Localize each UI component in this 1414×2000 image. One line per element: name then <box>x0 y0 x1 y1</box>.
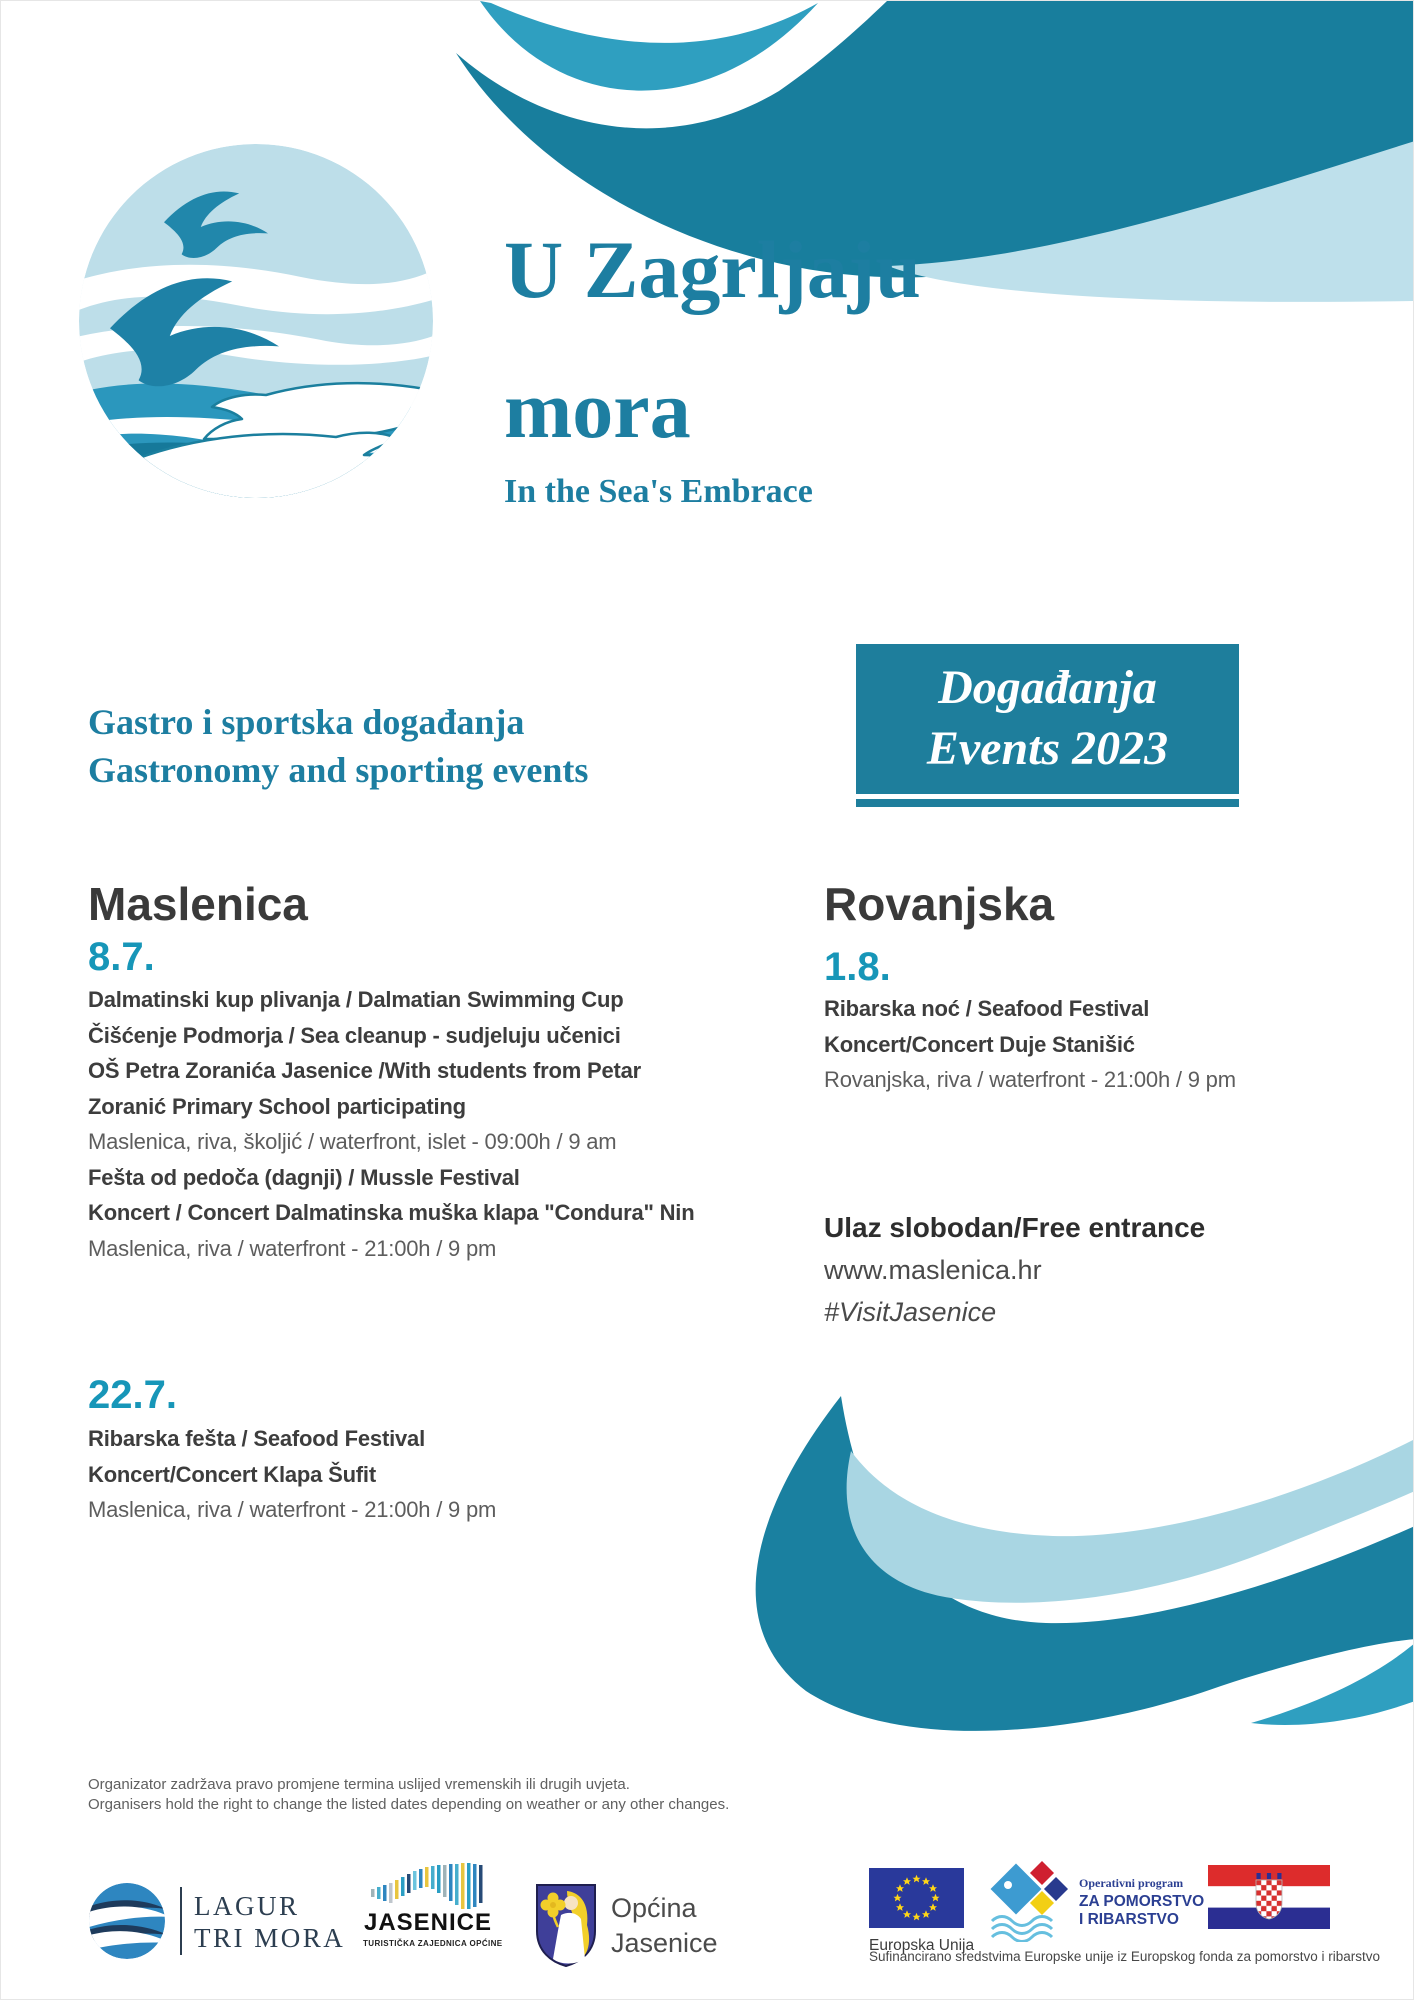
disclaimer-hr: Organizator zadržava pravo promjene termina uslijed vremenskih ili drugih uvjeta. <box>88 1776 630 1793</box>
section-heading-maslenica: Maslenica <box>88 878 308 930</box>
title-line-2: mora <box>504 364 691 455</box>
tagline-hr: Gastro i sportska događanja <box>88 702 525 742</box>
info-block <box>824 1207 1205 1333</box>
lagur-name-line-1: LAGUR <box>194 1891 300 1921</box>
events-badge-line-hr: Događanja <box>938 661 1157 715</box>
disclaimer-en: Organisers hold the right to change the listed dates depending on weather or any other changes. <box>88 1796 730 1813</box>
eu-flag <box>869 1868 964 1928</box>
title-subtitle: In the Sea's Embrace <box>504 473 813 510</box>
jasenice-subtitle: TURISTIČKA ZAJEDNICA OPĆINE <box>363 1939 503 1948</box>
lagur-name-line-2: TRI MORA <box>194 1923 346 1953</box>
events-badge-box <box>856 644 1239 794</box>
wave-medium-band <box>480 1 818 91</box>
poster-title <box>504 224 921 511</box>
event-line: Zoranić Primary School participating <box>88 1093 466 1119</box>
event-list-22-7 <box>88 1421 496 1528</box>
disclaimer <box>88 1775 729 1815</box>
event-line: Čišćenje Podmorja / Sea cleanup - sudjeluju učenici <box>88 1022 621 1048</box>
event-line: Rovanjska, riva / waterfront - 21:00h / 9 pm <box>824 1067 1236 1092</box>
program-title: Operativni program <box>1079 1876 1184 1890</box>
fish-diamonds-icon <box>991 1861 1068 1915</box>
bottom-wave-decoration <box>591 1391 1414 1741</box>
event-line: Koncert / Concert Dalmatinska muška klapa "Condura" Nin <box>88 1200 695 1225</box>
funding-note: Sufinancirano sredstvima Europske unije iz Europskog fonda za pomorstvo i ribarstvo <box>869 1949 1381 1964</box>
jasenice-name: JASENICE <box>363 1909 493 1936</box>
croatia-flag <box>1208 1865 1330 1929</box>
event-line: Ribarska fešta / Seafood Festival <box>88 1426 425 1451</box>
eu-flag-block <box>869 1868 974 1955</box>
events-badge-line-en: Events 2023 <box>926 722 1169 775</box>
event-line: Ribarska noć / Seafood Festival <box>824 996 1150 1021</box>
event-line: Maslenica, riva / waterfront - 21:00h / 9 pm <box>88 1235 497 1261</box>
event-list-1-8 <box>824 991 1236 1098</box>
jasenice-arch-graphic <box>369 1863 487 1909</box>
events-badge <box>856 644 1239 807</box>
opcina-jasenice-coat-of-arms <box>531 1879 601 1969</box>
program-line-3: I RIBARSTVO <box>1079 1911 1179 1928</box>
event-line: Dalmatinski kup plivanja / Dalmatian Swimming Cup <box>88 987 624 1012</box>
title-line-1: U Zagrljaju <box>504 224 921 315</box>
event-line: Koncert/Concert Duje Stanišić <box>824 1031 1135 1057</box>
hashtag: #VisitJasenice <box>824 1297 997 1327</box>
event-line: Maslenica, riva / waterfront - 21:00h / 9 pm <box>88 1497 497 1522</box>
events-badge-underline <box>856 799 1239 807</box>
lagur-tri-mora-logo <box>76 1881 346 1961</box>
event-date-1-8: 1.8. <box>824 945 891 989</box>
croatia-crown <box>1257 1873 1282 1879</box>
figure-face <box>564 1896 578 1910</box>
opcina-line-2: Jasenice <box>611 1928 718 1958</box>
event-date-22-7: 22.7. <box>88 1373 177 1417</box>
event-list-8-7 <box>88 982 694 1266</box>
event-line: Fešta od pedoča (dagnji) / Mussle Festival <box>88 1164 520 1190</box>
lagur-divider <box>180 1887 182 1955</box>
event-line: Maslenica, riva, školjić / waterfront, islet - 09:00h / 9 am <box>88 1129 617 1154</box>
jasenice-tourist-board-logo <box>363 1863 503 1948</box>
water-waves-icon <box>992 1917 1052 1942</box>
opcina-jasenice-label <box>611 1891 718 1961</box>
free-entrance-label: Ulaz slobodan/Free entrance <box>824 1212 1206 1243</box>
event-line: Koncert/Concert Klapa Šufit <box>88 1461 376 1487</box>
program-line-2: ZA POMORSTVO <box>1079 1893 1205 1910</box>
eu-flag-label: Europska Unija <box>869 1937 975 1954</box>
tagline-en: Gastronomy and sporting events <box>88 750 589 790</box>
tagline <box>88 698 588 794</box>
croatia-checkerboard-shield <box>1256 1880 1282 1919</box>
section-heading-rovanjska: Rovanjska <box>824 878 1055 930</box>
opcina-line-1: Općina <box>611 1893 697 1923</box>
event-date-8-7: 8.7. <box>88 935 155 979</box>
event-line: OŠ Petra Zoranića Jasenice /With students from Petar <box>88 1058 642 1083</box>
sea-embrace-logo <box>76 141 436 501</box>
website-url: www.maslenica.hr <box>824 1255 1042 1285</box>
